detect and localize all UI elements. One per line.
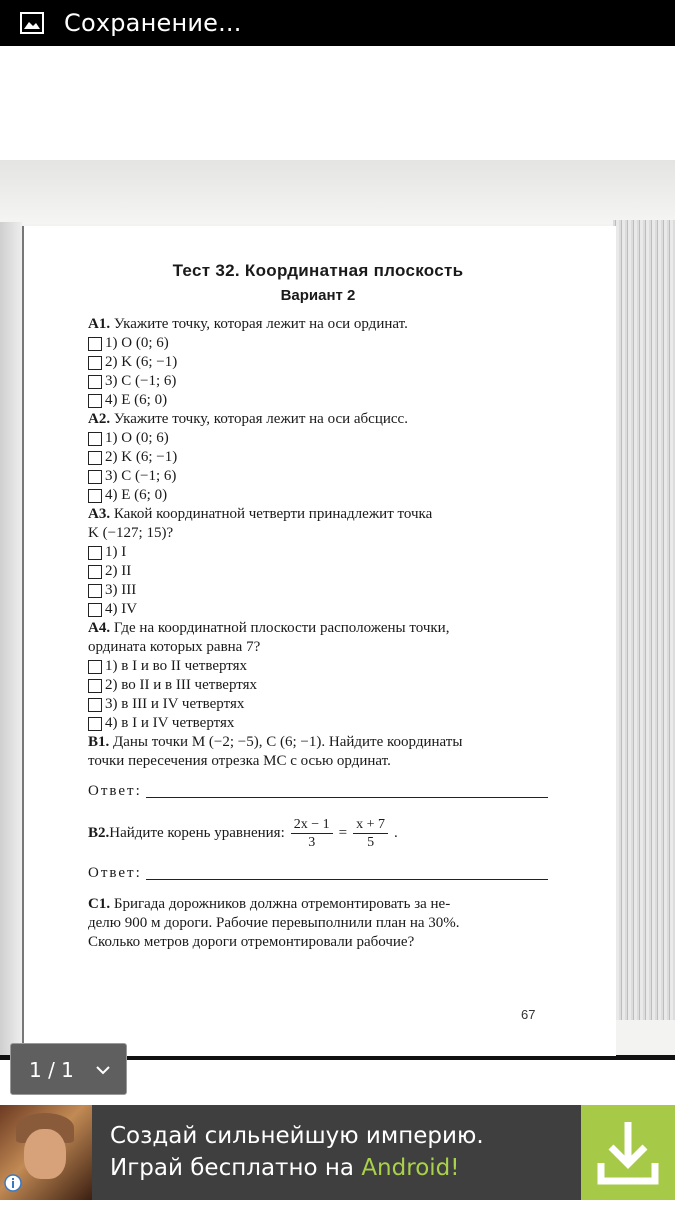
option-label: 2) во II и в III четвертях [105, 677, 258, 693]
answer-field-b1[interactable] [88, 781, 548, 801]
question-text-line2: делю 900 м дороги. Рабочие перевыполнили план на 30%. [88, 915, 460, 931]
option-label: 4) E (6; 0) [105, 487, 168, 503]
warrior-face [24, 1129, 66, 1179]
photo-background [0, 160, 675, 224]
ad-subline-text: Играй бесплатно на [110, 1155, 362, 1181]
option[interactable] [88, 334, 548, 353]
info-icon[interactable] [3, 1173, 23, 1193]
option-label: 1) I [105, 544, 127, 560]
ad-subline-android: Android! [361, 1155, 460, 1181]
checkbox[interactable] [88, 565, 102, 579]
option-label: 2) II [105, 563, 132, 579]
checkbox[interactable] [88, 356, 102, 370]
download-icon [581, 1105, 675, 1200]
checkbox[interactable] [88, 660, 102, 674]
book-left-edge [0, 222, 22, 1060]
option-label: 1) в I и во II четвертях [105, 658, 248, 674]
question-text-line2: точки пересечения отрезка MC с осью ординат. [88, 753, 391, 769]
option[interactable] [88, 429, 548, 448]
question-text: Какой координатной четверти принадлежит точка [110, 506, 433, 522]
question-text: Укажите точку, которая лежит на оси ординат. [110, 316, 408, 332]
question-id: A2. [88, 411, 111, 427]
question-id: C1. [88, 896, 111, 912]
option-label: 3) III [105, 582, 137, 598]
question-text-line3: Сколько метров дороги отремонтировали рабочие? [88, 934, 415, 950]
question-a4 [88, 619, 548, 733]
option[interactable] [88, 391, 548, 410]
option-label: 4) IV [105, 601, 138, 617]
answer-underline [146, 796, 548, 798]
checkbox[interactable] [88, 394, 102, 408]
option[interactable] [88, 714, 548, 733]
option[interactable] [88, 657, 548, 676]
fraction-right [353, 816, 388, 851]
question-b2 [88, 813, 548, 883]
answer-label: Ответ: [88, 783, 142, 799]
book-page-edges [613, 220, 675, 1020]
checkbox[interactable] [88, 337, 102, 351]
option[interactable] [88, 562, 548, 581]
option-label: 1) O (0; 6) [105, 335, 169, 351]
option[interactable] [88, 695, 548, 714]
test-variant: Вариант 2 [280, 287, 356, 304]
option-label: 1) O (0; 6) [105, 430, 169, 446]
ad-download-button[interactable] [581, 1105, 675, 1200]
checkbox[interactable] [88, 717, 102, 731]
test-title: Тест 32. Координатная плоскость [172, 261, 464, 280]
option[interactable] [88, 543, 548, 562]
question-a2 [88, 410, 548, 505]
question-text-line2: K (−127; 15)? [88, 525, 174, 541]
option[interactable] [88, 448, 548, 467]
test-document [88, 256, 548, 952]
denominator: 5 [367, 834, 375, 850]
checkbox[interactable] [88, 679, 102, 693]
numerator: 2x − 1 [291, 816, 333, 834]
checkbox[interactable] [88, 451, 102, 465]
ad-headline[interactable]: Создай сильнейшую империю. [110, 1123, 484, 1149]
question-c1 [88, 895, 548, 952]
option[interactable] [88, 486, 548, 505]
option-label: 2) K (6; −1) [105, 449, 178, 465]
option-label: 3) C (−1; 6) [105, 373, 177, 389]
numerator: x + 7 [353, 816, 388, 834]
question-id: B1. [88, 734, 110, 750]
question-id: B2. [88, 824, 110, 841]
answer-field-b2[interactable] [88, 863, 548, 883]
ad-subline[interactable] [110, 1155, 459, 1181]
question-text: Бригада дорожников должна отремонтировать за не- [110, 896, 451, 912]
question-id: A1. [88, 316, 111, 332]
option-label: 3) C (−1; 6) [105, 468, 177, 484]
page-number: 67 [521, 1007, 536, 1022]
period: . [394, 824, 398, 841]
question-text: Где на координатной плоскости расположены точки, [110, 620, 450, 636]
checkbox[interactable] [88, 584, 102, 598]
fraction-left [291, 816, 333, 851]
question-text: Найдите корень уравнения: [109, 824, 285, 841]
option[interactable] [88, 676, 548, 695]
option[interactable] [88, 353, 548, 372]
option[interactable] [88, 581, 548, 600]
status-title: Сохранение... [64, 9, 242, 37]
option-label: 4) E (6; 0) [105, 392, 168, 408]
equals-sign: = [338, 824, 348, 841]
option-label: 4) в I и IV четвертях [105, 715, 235, 731]
option-label: 3) в III и IV четвертях [105, 696, 245, 712]
question-text: Укажите точку, которая лежит на оси абсцисс. [110, 411, 408, 427]
option[interactable] [88, 600, 548, 619]
question-id: A3. [88, 506, 111, 522]
option-label: 2) K (6; −1) [105, 354, 178, 370]
chevron-down-icon [95, 1062, 111, 1078]
ad-banner[interactable] [0, 1105, 675, 1200]
answer-label: Ответ: [88, 865, 142, 881]
checkbox[interactable] [88, 489, 102, 503]
denominator: 3 [308, 834, 316, 850]
checkbox[interactable] [88, 698, 102, 712]
status-bar [0, 0, 675, 46]
question-a3 [88, 505, 548, 619]
image-icon [20, 12, 44, 34]
checkbox[interactable] [88, 375, 102, 389]
question-a1 [88, 315, 548, 410]
question-text-line2: ордината которых равна 7? [88, 639, 261, 655]
checkbox[interactable] [88, 546, 102, 560]
page-counter: 1 / 1 [29, 1058, 74, 1082]
option[interactable] [88, 372, 548, 391]
page-selector[interactable] [10, 1043, 127, 1095]
checkbox[interactable] [88, 470, 102, 484]
checkbox[interactable] [88, 603, 102, 617]
question-text: Даны точки M (−2; −5), C (6; −1). Найдите координаты [109, 734, 463, 750]
question-b1 [88, 733, 548, 801]
option[interactable] [88, 467, 548, 486]
question-id: A4. [88, 620, 111, 636]
checkbox[interactable] [88, 432, 102, 446]
answer-underline [146, 878, 548, 880]
